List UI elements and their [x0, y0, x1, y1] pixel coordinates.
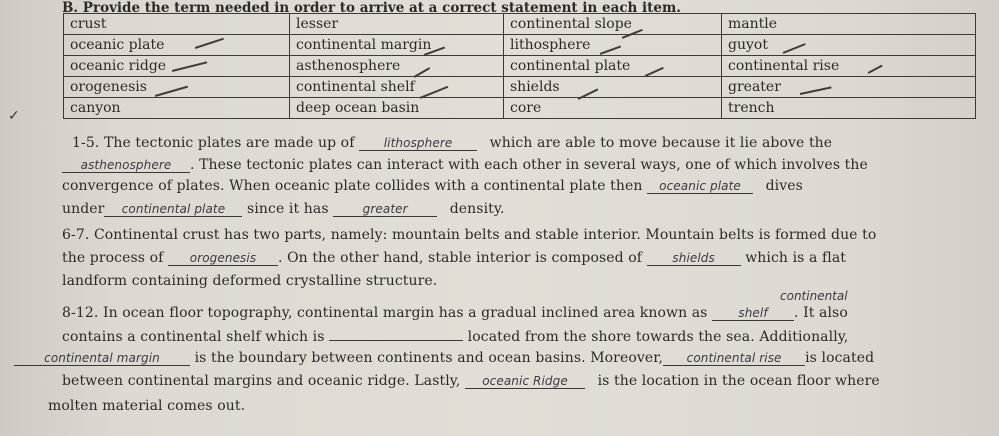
answer-3[interactable]: oceanic plate	[647, 179, 753, 194]
term-cell: canyon	[64, 98, 290, 119]
term-cell: shields	[504, 77, 722, 98]
term-row	[64, 56, 976, 77]
answer-10[interactable]: continental margin	[14, 351, 190, 366]
answer-9-blank[interactable]	[329, 328, 463, 341]
term-cell: orogenesis	[64, 77, 290, 98]
term-cell: oceanic plate	[64, 35, 290, 56]
term-cell: continental plate	[504, 56, 722, 77]
item-8-line-1: 8-12. In ocean floor topography, continental margin has a gradual inclined area known as shelf . It also	[62, 305, 848, 321]
item-1-line-4: under continental plate since it has greater density.	[62, 201, 505, 217]
term-cell: crust	[64, 14, 290, 35]
item-8-line-4: between continental margins and oceanic ridge. Lastly, oceanic Ridge is the location in the ocean floor where	[62, 373, 880, 389]
term-cell: trench	[722, 98, 976, 119]
answer-6[interactable]: orogenesis	[168, 251, 278, 266]
term-cell: lesser	[290, 14, 504, 35]
answer-8-upper-word: continental	[780, 289, 848, 303]
answer-8[interactable]: shelf	[712, 306, 794, 321]
answer-12[interactable]: oceanic Ridge	[465, 374, 585, 389]
term-cell: continental shelf	[290, 77, 504, 98]
term-cell: oceanic ridge	[64, 56, 290, 77]
item-8-line-5: molten material comes out.	[48, 398, 246, 414]
pencil-tick-mark: ✓	[8, 108, 20, 124]
term-row	[64, 77, 976, 98]
item-1-line-3: convergence of plates. When oceanic plate collides with a continental plate then oceanic plate dives	[62, 178, 803, 194]
answer-4[interactable]: continental plate	[104, 202, 242, 217]
term-cell: guyot	[722, 35, 976, 56]
term-cell: continental rise	[722, 56, 976, 77]
item-8-line-3: continental margin is the boundary between continents and ocean basins. Moreover, continental rise is located	[14, 350, 874, 366]
term-cell: mantle	[722, 14, 976, 35]
item-6-line-1: 6-7. Continental crust has two parts, namely: mountain belts and stable interior. Mountain belts is formed due to	[62, 227, 877, 243]
answer-1[interactable]: lithosphere	[359, 136, 477, 151]
term-bank-table	[63, 13, 976, 119]
answer-5[interactable]: greater	[333, 202, 437, 217]
answer-2[interactable]: asthenosphere	[62, 158, 190, 173]
term-row	[64, 98, 976, 119]
item-1-line-2: asthenosphere . These tectonic plates can interact with each other in several ways, one of which involves the	[62, 157, 868, 173]
instruction-heading: B. Provide the term needed in order to arrive at a correct statement in each item.	[62, 0, 681, 16]
term-cell: lithosphere	[504, 35, 722, 56]
term-cell: deep ocean basin	[290, 98, 504, 119]
term-cell: continental margin	[290, 35, 504, 56]
answer-7[interactable]: shields	[647, 251, 741, 266]
answer-11[interactable]: continental rise	[663, 351, 805, 366]
term-cell: core	[504, 98, 722, 119]
term-cell: greater	[722, 77, 976, 98]
item-1-line-1: 1-5. The tectonic plates are made up of lithosphere which are able to move because it lie above the	[72, 135, 833, 151]
item-8-line-2: contains a continental shelf which is located from the shore towards the sea. Additionally,	[62, 329, 849, 345]
term-row	[64, 14, 976, 35]
term-cell: asthenosphere	[290, 56, 504, 77]
term-cell: continental slope	[504, 14, 722, 35]
item-6-line-2: the process of orogenesis . On the other hand, stable interior is composed of shields which is a flat	[62, 250, 847, 266]
item-6-line-3: landform containing deformed crystalline structure.	[62, 273, 438, 289]
